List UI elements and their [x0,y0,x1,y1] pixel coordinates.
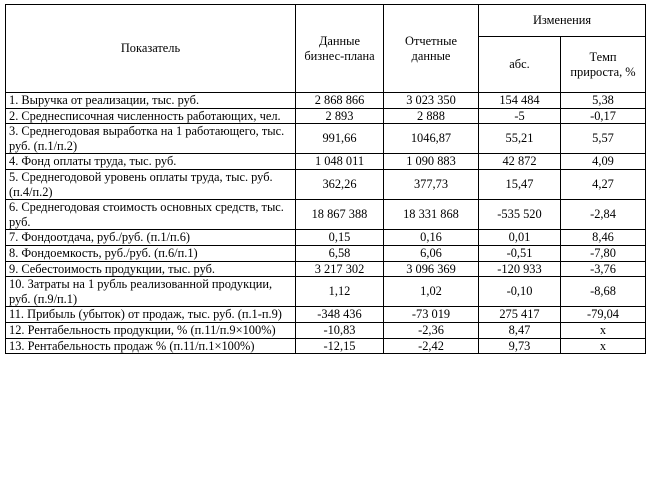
cell-abs: 55,21 [479,124,561,154]
cell-abs: 9,73 [479,338,561,354]
cell-growth: 5,38 [561,93,646,109]
cell-plan: -12,15 [296,338,384,354]
cell-actual: 0,16 [384,230,479,246]
cell-plan: 6,58 [296,245,384,261]
cell-actual: 3 096 369 [384,261,479,277]
cell-growth: -7,80 [561,245,646,261]
cell-abs: -0,51 [479,245,561,261]
cell-abs: 15,47 [479,169,561,199]
table-row [6,154,646,170]
cell-growth: 4,27 [561,169,646,199]
cell-abs: -120 933 [479,261,561,277]
row-indicator-name: 10. Затраты на 1 рубль реализованной продукции, руб. (п.9/п.1) [6,277,296,307]
cell-plan: 1 048 011 [296,154,384,170]
row-indicator-name: 3. Среднегодовая выработка на 1 работающего, тыс. руб. (п.1/п.2) [6,124,296,154]
row-indicator-name: 1. Выручка от реализации, тыс. руб. [6,93,296,109]
cell-growth: х [561,322,646,338]
cell-actual: 1 090 883 [384,154,479,170]
cell-growth: х [561,338,646,354]
table-row [6,322,646,338]
cell-growth: -8,68 [561,277,646,307]
table-row [6,277,646,307]
cell-abs: -5 [479,108,561,124]
cell-actual: 6,06 [384,245,479,261]
row-indicator-name: 7. Фондоотдача, руб./руб. (п.1/п.6) [6,230,296,246]
indicators-table [5,4,646,354]
table-row [6,230,646,246]
cell-actual: 2 888 [384,108,479,124]
cell-actual: 3 023 350 [384,93,479,109]
cell-growth: -3,76 [561,261,646,277]
cell-abs: 8,47 [479,322,561,338]
cell-plan: 362,26 [296,169,384,199]
cell-abs: 42 872 [479,154,561,170]
header-growth: Темп прироста, % [561,37,646,93]
row-indicator-name: 2. Среднесписочная численность работающих, чел. [6,108,296,124]
cell-growth: -0,17 [561,108,646,124]
cell-abs: -535 520 [479,200,561,230]
cell-actual: 18 331 868 [384,200,479,230]
table-row [6,261,646,277]
cell-actual: 1046,87 [384,124,479,154]
row-indicator-name: 4. Фонд оплаты труда, тыс. руб. [6,154,296,170]
header-plan: Данные бизнес-плана [296,5,384,93]
cell-plan: 991,66 [296,124,384,154]
cell-plan: -10,83 [296,322,384,338]
cell-plan: -348 436 [296,307,384,323]
cell-plan: 0,15 [296,230,384,246]
table-row [6,124,646,154]
cell-abs: 154 484 [479,93,561,109]
row-indicator-name: 5. Среднегодовой уровень оплаты труда, тыс. руб. (п.4/п.2) [6,169,296,199]
cell-actual: 377,73 [384,169,479,199]
table-row [6,108,646,124]
row-indicator-name: 8. Фондоемкость, руб./руб. (п.6/п.1) [6,245,296,261]
cell-actual: -2,36 [384,322,479,338]
table-row [6,200,646,230]
cell-plan: 2 868 866 [296,93,384,109]
cell-plan: 18 867 388 [296,200,384,230]
header-indicator: Показатель [6,5,296,93]
row-indicator-name: 9. Себестоимость продукции, тыс. руб. [6,261,296,277]
cell-actual: 1,02 [384,277,479,307]
header-changes: Изменения [479,5,646,37]
cell-actual: -73 019 [384,307,479,323]
table-row [6,93,646,109]
table-row [6,245,646,261]
row-indicator-name: 11. Прибыль (убыток) от продаж, тыс. руб. (п.1-п.9) [6,307,296,323]
cell-growth: 4,09 [561,154,646,170]
header-actual: Отчетные данные [384,5,479,93]
cell-plan: 1,12 [296,277,384,307]
cell-growth: -79,04 [561,307,646,323]
row-indicator-name: 6. Среднегодовая стоимость основных средств, тыс. руб. [6,200,296,230]
cell-actual: -2,42 [384,338,479,354]
table-row [6,307,646,323]
table-row [6,169,646,199]
row-indicator-name: 13. Рентабельность продаж % (п.11/п.1×100%) [6,338,296,354]
cell-plan: 2 893 [296,108,384,124]
cell-growth: 8,46 [561,230,646,246]
table-row [6,338,646,354]
cell-plan: 3 217 302 [296,261,384,277]
cell-abs: -0,10 [479,277,561,307]
cell-abs: 0,01 [479,230,561,246]
cell-growth: -2,84 [561,200,646,230]
header-abs: абс. [479,37,561,93]
cell-growth: 5,57 [561,124,646,154]
row-indicator-name: 12. Рентабельность продукции, % (п.11/п.9×100%) [6,322,296,338]
cell-abs: 275 417 [479,307,561,323]
